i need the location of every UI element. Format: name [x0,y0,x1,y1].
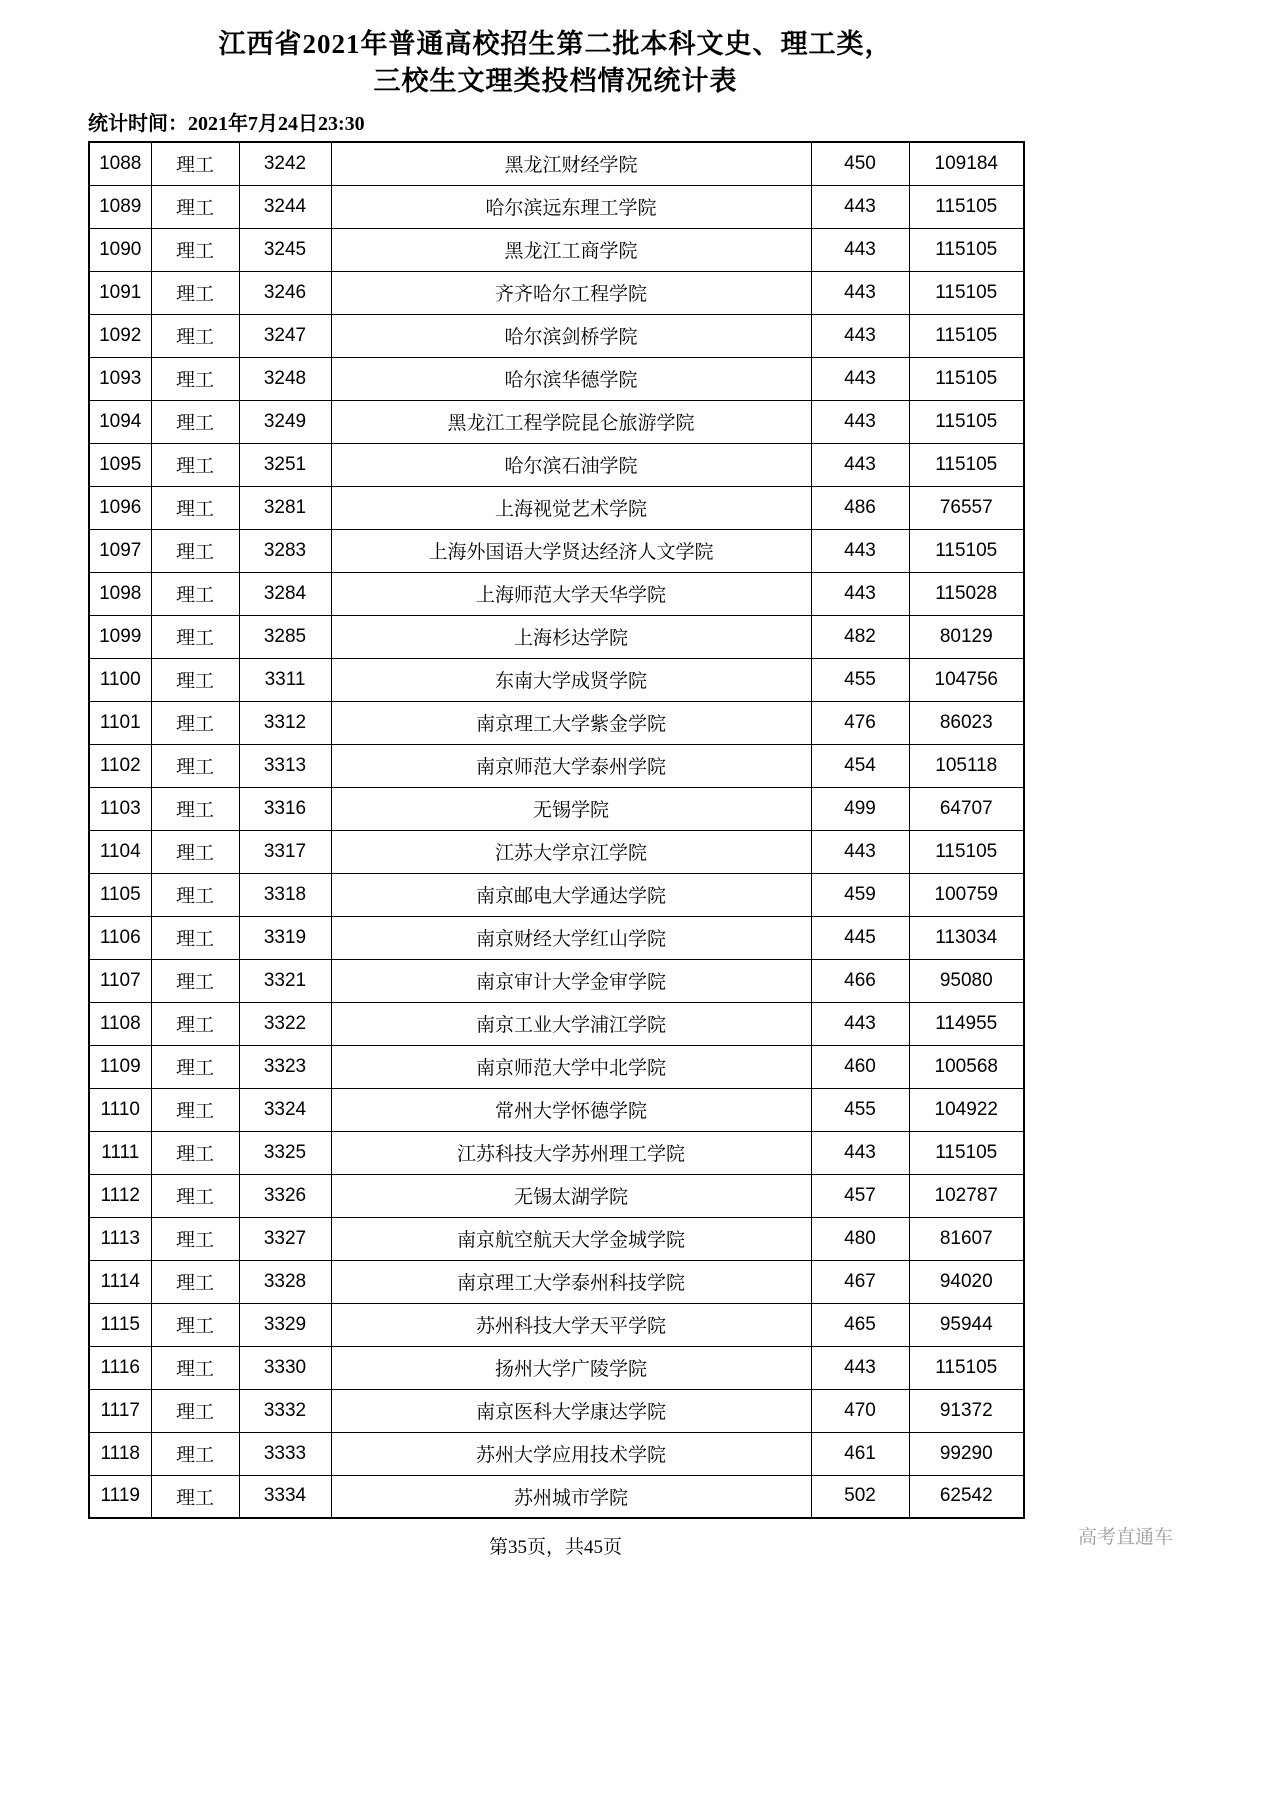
cell-no: 1105 [89,873,151,916]
cell-name: 无锡太湖学院 [331,1174,811,1217]
cell-rank: 115105 [909,400,1024,443]
cell-name: 上海外国语大学贤达经济人文学院 [331,529,811,572]
cell-no: 1119 [89,1475,151,1518]
table-row [89,1045,1024,1088]
cell-code: 3316 [239,787,331,830]
cell-no: 1108 [89,1002,151,1045]
cell-no: 1103 [89,787,151,830]
cell-category: 理工 [151,959,239,1002]
cell-score: 461 [811,1432,909,1475]
cell-name: 江苏科技大学苏州理工学院 [331,1131,811,1174]
cell-category: 理工 [151,1475,239,1518]
cell-no: 1098 [89,572,151,615]
cell-category: 理工 [151,400,239,443]
cell-category: 理工 [151,1174,239,1217]
cell-name: 扬州大学广陵学院 [331,1346,811,1389]
cell-name: 南京邮电大学通达学院 [331,873,811,916]
cell-code: 3281 [239,486,331,529]
cell-code: 3327 [239,1217,331,1260]
cell-score: 476 [811,701,909,744]
cell-name: 无锡学院 [331,787,811,830]
table-row [89,787,1024,830]
cell-category: 理工 [151,916,239,959]
cell-rank: 91372 [909,1389,1024,1432]
cell-code: 3329 [239,1303,331,1346]
cell-no: 1099 [89,615,151,658]
cell-score: 443 [811,185,909,228]
cell-category: 理工 [151,787,239,830]
cell-no: 1116 [89,1346,151,1389]
cell-score: 465 [811,1303,909,1346]
cell-category: 理工 [151,271,239,314]
table-row [89,873,1024,916]
table-row [89,701,1024,744]
cell-rank: 80129 [909,615,1024,658]
cell-rank: 115105 [909,1346,1024,1389]
cell-rank: 115105 [909,830,1024,873]
cell-name: 南京航空航天大学金城学院 [331,1217,811,1260]
cell-rank: 115105 [909,443,1024,486]
cell-category: 理工 [151,443,239,486]
cell-rank: 104922 [909,1088,1024,1131]
cell-category: 理工 [151,572,239,615]
cell-name: 哈尔滨华德学院 [331,357,811,400]
cell-name: 东南大学成贤学院 [331,658,811,701]
cell-score: 443 [811,1002,909,1045]
cell-name: 南京财经大学红山学院 [331,916,811,959]
cell-code: 3322 [239,1002,331,1045]
cell-code: 3311 [239,658,331,701]
cell-category: 理工 [151,1088,239,1131]
cell-no: 1115 [89,1303,151,1346]
cell-name: 哈尔滨石油学院 [331,443,811,486]
cell-rank: 109184 [909,142,1024,185]
table-row [89,1389,1024,1432]
cell-no: 1113 [89,1217,151,1260]
cell-category: 理工 [151,142,239,185]
cell-score: 455 [811,1088,909,1131]
cell-code: 3324 [239,1088,331,1131]
cell-category: 理工 [151,1002,239,1045]
cell-no: 1088 [89,142,151,185]
cell-code: 3244 [239,185,331,228]
cell-score: 455 [811,658,909,701]
table-row [89,1346,1024,1389]
table-row [89,615,1024,658]
cell-no: 1093 [89,357,151,400]
cell-rank: 81607 [909,1217,1024,1260]
cell-code: 3312 [239,701,331,744]
cell-no: 1096 [89,486,151,529]
cell-name: 哈尔滨剑桥学院 [331,314,811,357]
cell-name: 南京理工大学泰州科技学院 [331,1260,811,1303]
table-row [89,486,1024,529]
cell-no: 1109 [89,1045,151,1088]
cell-rank: 114955 [909,1002,1024,1045]
cell-code: 3247 [239,314,331,357]
cell-no: 1111 [89,1131,151,1174]
cell-score: 450 [811,142,909,185]
cell-code: 3319 [239,916,331,959]
table-row [89,658,1024,701]
cell-code: 3328 [239,1260,331,1303]
cell-code: 3318 [239,873,331,916]
table-row [89,185,1024,228]
cell-no: 1092 [89,314,151,357]
cell-code: 3284 [239,572,331,615]
cell-no: 1101 [89,701,151,744]
cell-no: 1106 [89,916,151,959]
cell-code: 3333 [239,1432,331,1475]
page-title-line1: 江西省2021年普通高校招生第二批本科文史、理工类， [218,29,893,59]
cell-name: 南京工业大学浦江学院 [331,1002,811,1045]
cell-category: 理工 [151,1389,239,1432]
table-row [89,959,1024,1002]
table-row [89,1217,1024,1260]
cell-code: 3242 [239,142,331,185]
cell-name: 江苏大学京江学院 [331,830,811,873]
cell-score: 460 [811,1045,909,1088]
cell-rank: 94020 [909,1260,1024,1303]
table-row [89,916,1024,959]
table-row [89,400,1024,443]
cell-score: 443 [811,314,909,357]
cell-name: 苏州城市学院 [331,1475,811,1518]
cell-rank: 99290 [909,1432,1024,1475]
cell-code: 3332 [239,1389,331,1432]
cell-category: 理工 [151,1131,239,1174]
cell-rank: 115105 [909,185,1024,228]
cell-score: 443 [811,443,909,486]
cell-name: 常州大学怀德学院 [331,1088,811,1131]
cell-category: 理工 [151,314,239,357]
cell-category: 理工 [151,615,239,658]
cell-category: 理工 [151,185,239,228]
table-row [89,1303,1024,1346]
cell-no: 1118 [89,1432,151,1475]
cell-score: 480 [811,1217,909,1260]
cell-category: 理工 [151,1260,239,1303]
cell-rank: 115105 [909,357,1024,400]
cell-code: 3325 [239,1131,331,1174]
cell-no: 1110 [89,1088,151,1131]
table-row [89,1002,1024,1045]
cell-score: 443 [811,830,909,873]
cell-name: 南京师范大学泰州学院 [331,744,811,787]
table-row [89,443,1024,486]
page-title [88,26,1023,100]
table-row [89,1131,1024,1174]
table-row [89,142,1024,185]
cell-no: 1089 [89,185,151,228]
cell-score: 454 [811,744,909,787]
stat-time-label: 统计时间：2021年7月24日23:30 [88,113,365,135]
cell-category: 理工 [151,1346,239,1389]
cell-no: 1117 [89,1389,151,1432]
cell-code: 3330 [239,1346,331,1389]
document-page [88,0,1023,1519]
cell-rank: 62542 [909,1475,1024,1518]
cell-code: 3245 [239,228,331,271]
cell-rank: 64707 [909,787,1024,830]
page-number: 第35页，共45页 [488,1537,622,1558]
cell-name: 苏州大学应用技术学院 [331,1432,811,1475]
cell-category: 理工 [151,486,239,529]
cell-rank: 95944 [909,1303,1024,1346]
table-row [89,830,1024,873]
cell-code: 3246 [239,271,331,314]
cell-score: 466 [811,959,909,1002]
cell-code: 3334 [239,1475,331,1518]
cell-name: 南京审计大学金审学院 [331,959,811,1002]
table-row [89,271,1024,314]
cell-name: 南京理工大学紫金学院 [331,701,811,744]
cell-name: 南京医科大学康达学院 [331,1389,811,1432]
cell-no: 1100 [89,658,151,701]
cell-category: 理工 [151,1432,239,1475]
cell-category: 理工 [151,701,239,744]
cell-rank: 76557 [909,486,1024,529]
cell-score: 470 [811,1389,909,1432]
cell-rank: 105118 [909,744,1024,787]
cell-category: 理工 [151,1045,239,1088]
cell-no: 1112 [89,1174,151,1217]
table-row [89,357,1024,400]
cell-rank: 100759 [909,873,1024,916]
table-body [89,142,1024,1518]
cell-score: 443 [811,271,909,314]
cell-name: 黑龙江财经学院 [331,142,811,185]
cell-score: 443 [811,529,909,572]
cell-code: 3285 [239,615,331,658]
cell-score: 486 [811,486,909,529]
cell-category: 理工 [151,873,239,916]
cell-rank: 100568 [909,1045,1024,1088]
cell-rank: 115105 [909,1131,1024,1174]
cell-name: 齐齐哈尔工程学院 [331,271,811,314]
cell-no: 1114 [89,1260,151,1303]
cell-score: 443 [811,572,909,615]
table-row [89,572,1024,615]
cell-category: 理工 [151,830,239,873]
cell-name: 苏州科技大学天平学院 [331,1303,811,1346]
cell-category: 理工 [151,529,239,572]
cell-score: 502 [811,1475,909,1518]
cell-score: 443 [811,357,909,400]
cell-category: 理工 [151,658,239,701]
cell-rank: 115105 [909,529,1024,572]
cell-no: 1104 [89,830,151,873]
cell-rank: 113034 [909,916,1024,959]
cell-code: 3326 [239,1174,331,1217]
cell-no: 1090 [89,228,151,271]
cell-name: 上海视觉艺术学院 [331,486,811,529]
cell-name: 南京师范大学中北学院 [331,1045,811,1088]
cell-code: 3248 [239,357,331,400]
cell-score: 443 [811,1131,909,1174]
cell-code: 3321 [239,959,331,1002]
cell-no: 1102 [89,744,151,787]
table-row [89,1475,1024,1518]
page-title-line2: 三校生文理类投档情况统计表 [373,66,738,96]
table-row [89,529,1024,572]
cell-name: 黑龙江工程学院昆仑旅游学院 [331,400,811,443]
cell-rank: 115105 [909,314,1024,357]
cell-rank: 115105 [909,228,1024,271]
cell-name: 上海师范大学天华学院 [331,572,811,615]
table-row [89,314,1024,357]
cell-category: 理工 [151,228,239,271]
cell-score: 467 [811,1260,909,1303]
cell-rank: 95080 [909,959,1024,1002]
cell-category: 理工 [151,1303,239,1346]
cell-score: 443 [811,228,909,271]
table-row [89,1088,1024,1131]
cell-rank: 86023 [909,701,1024,744]
cell-score: 443 [811,1346,909,1389]
cell-no: 1095 [89,443,151,486]
cell-rank: 102787 [909,1174,1024,1217]
cell-code: 3251 [239,443,331,486]
watermark: 高考直通车 [1078,1527,1174,1548]
cell-score: 482 [811,615,909,658]
cell-score: 443 [811,400,909,443]
cell-rank: 115105 [909,271,1024,314]
cell-category: 理工 [151,357,239,400]
admission-table [88,141,1025,1519]
cell-name: 黑龙江工商学院 [331,228,811,271]
cell-rank: 104756 [909,658,1024,701]
cell-score: 457 [811,1174,909,1217]
cell-category: 理工 [151,744,239,787]
cell-score: 445 [811,916,909,959]
cell-no: 1094 [89,400,151,443]
cell-name: 哈尔滨远东理工学院 [331,185,811,228]
cell-code: 3283 [239,529,331,572]
cell-score: 459 [811,873,909,916]
cell-score: 499 [811,787,909,830]
cell-name: 上海杉达学院 [331,615,811,658]
cell-code: 3249 [239,400,331,443]
table-row [89,744,1024,787]
cell-no: 1091 [89,271,151,314]
table-row [89,1174,1024,1217]
cell-no: 1107 [89,959,151,1002]
cell-no: 1097 [89,529,151,572]
table-row [89,228,1024,271]
cell-category: 理工 [151,1217,239,1260]
cell-code: 3313 [239,744,331,787]
cell-code: 3323 [239,1045,331,1088]
cell-code: 3317 [239,830,331,873]
table-row [89,1432,1024,1475]
table-row [89,1260,1024,1303]
cell-rank: 115028 [909,572,1024,615]
